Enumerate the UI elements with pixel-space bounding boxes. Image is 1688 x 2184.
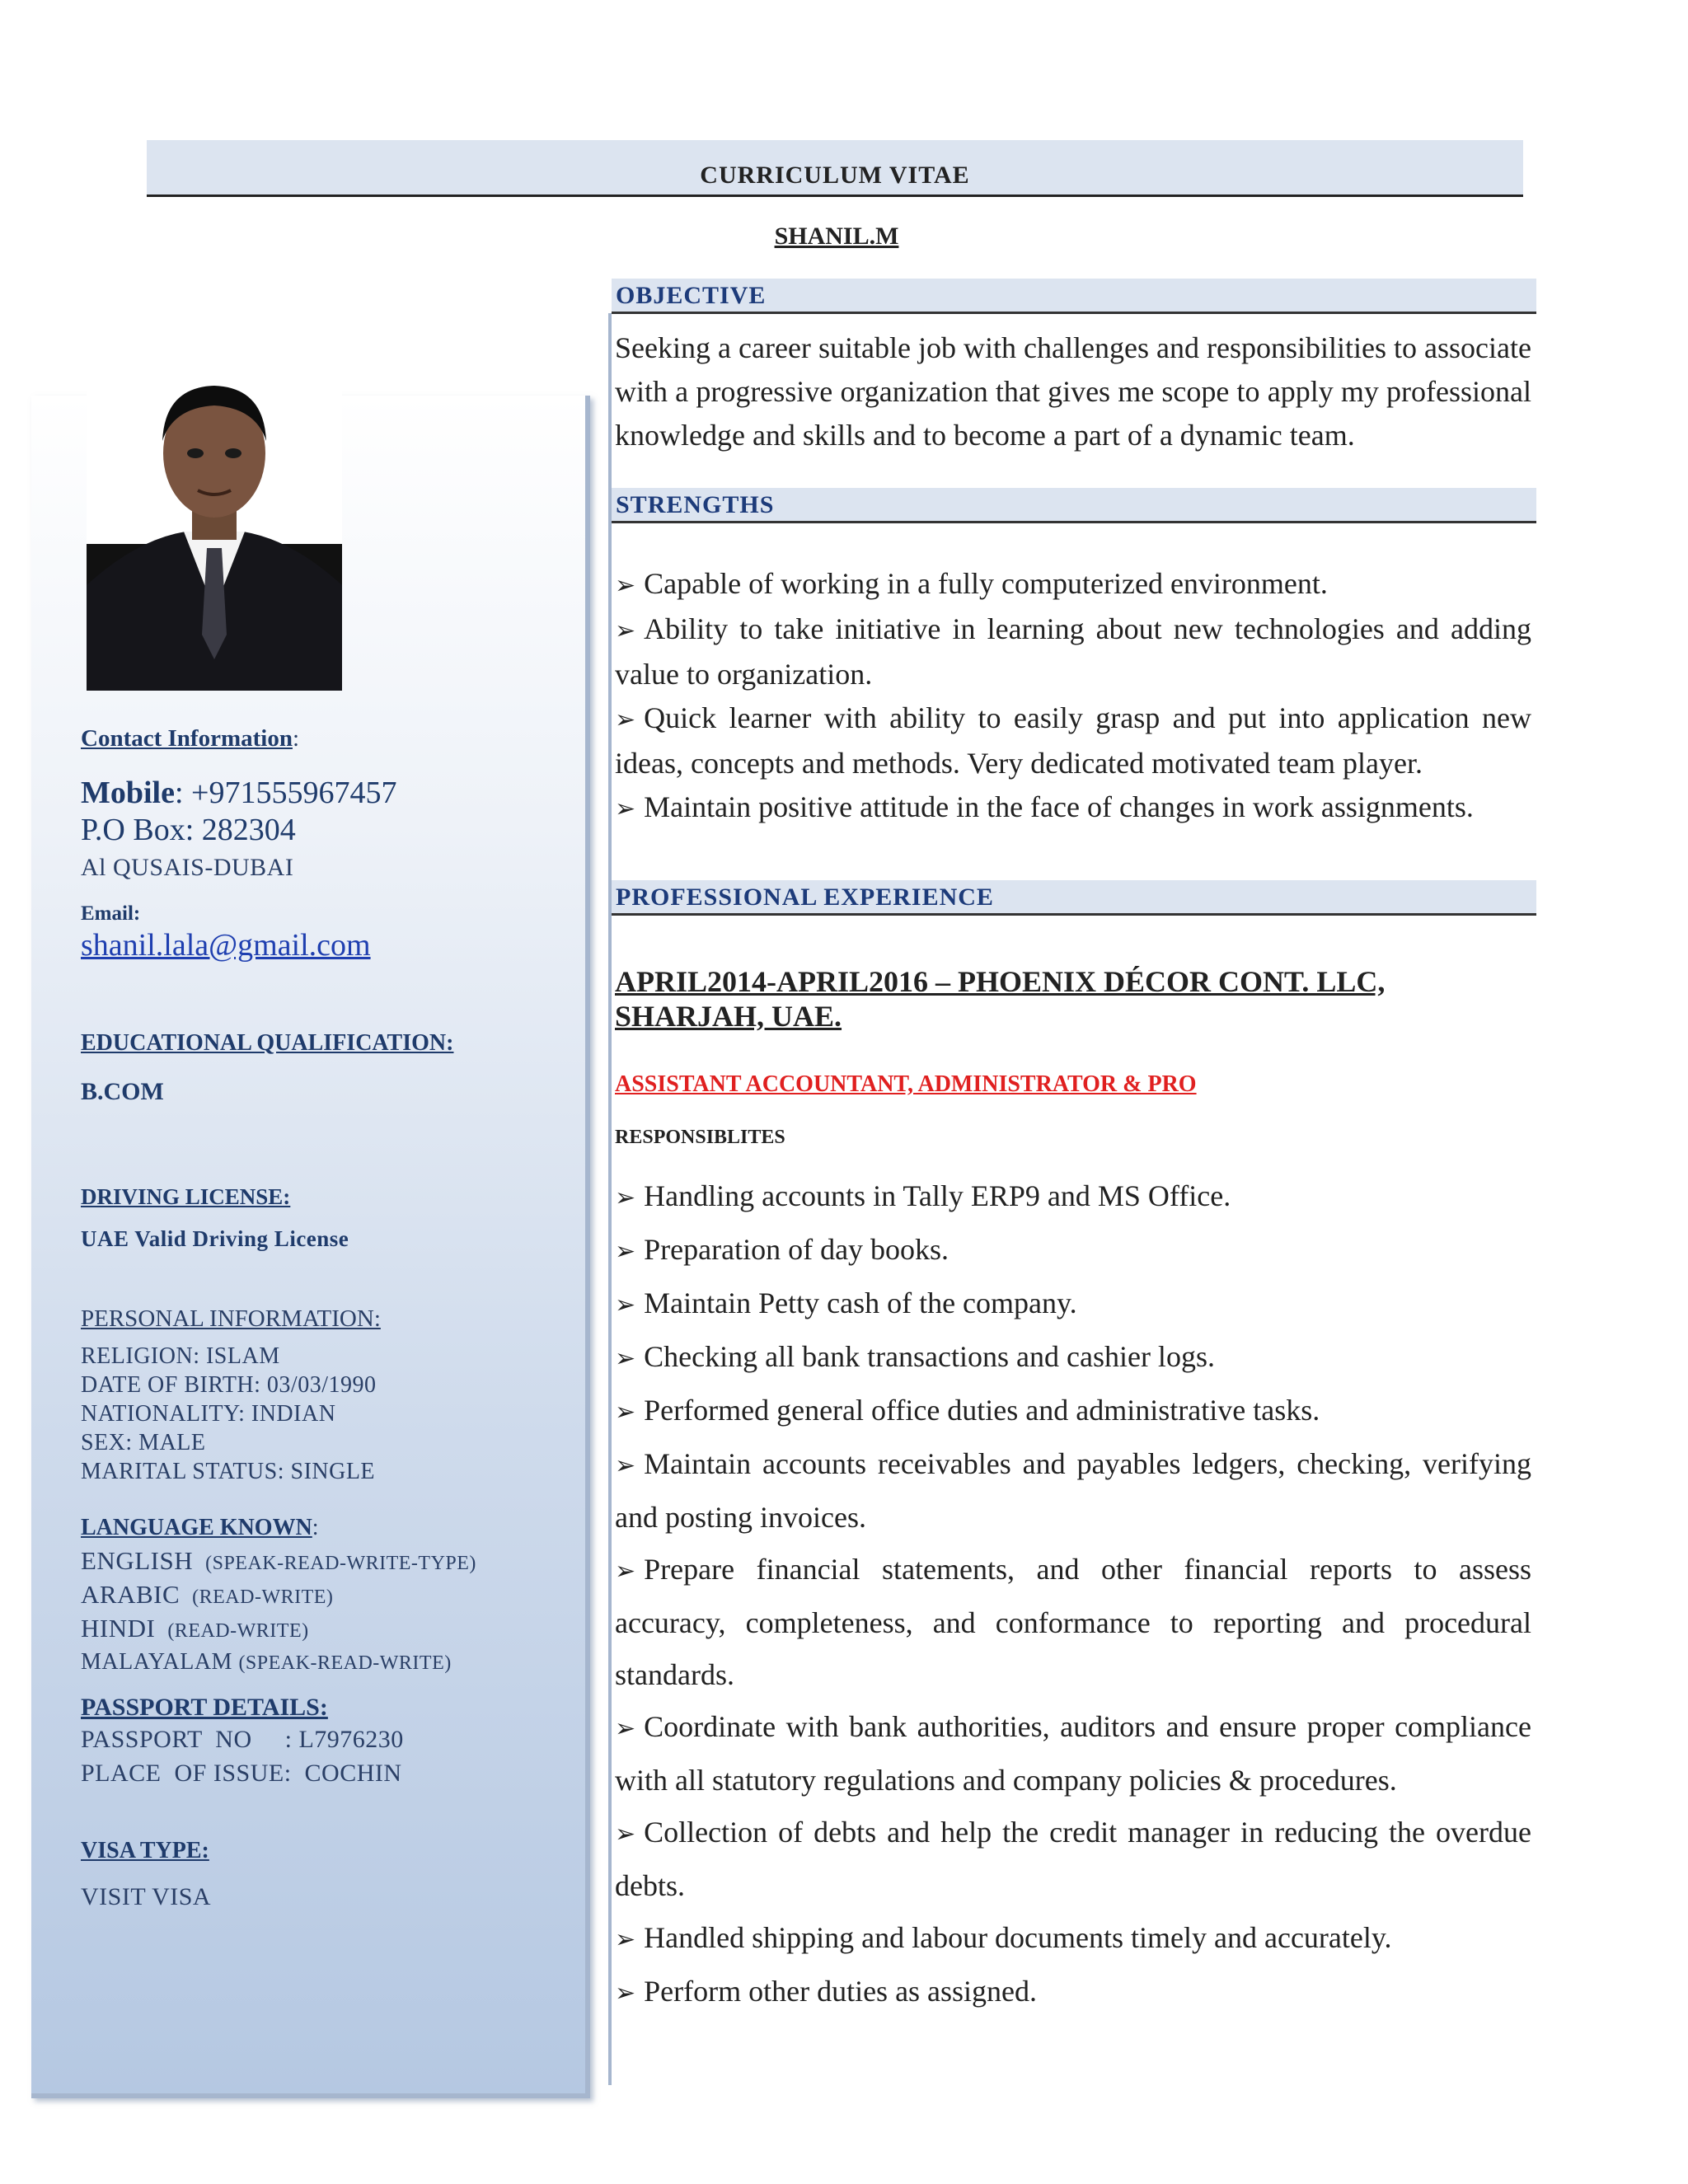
arrow-bullet-icon: ➢ [615,1183,636,1212]
responsibility-item: ➢ Collection of debts and help the credit manager in reducing the overdue debts. [615,1816,1531,1902]
contact-heading: Contact Information: [81,725,300,752]
po-box: P.O Box: 282304 [81,813,296,847]
strengths-list [615,562,1531,831]
responsibility-item: ➢ Maintain Petty cash of the company. [615,1286,1077,1319]
experience-heading: PROFESSIONAL EXPERIENCE [616,883,994,911]
personal-item: MARITAL STATUS: SINGLE [81,1459,376,1484]
profile-photo-graphic [87,363,342,691]
visa-heading: VISA TYPE: [81,1838,209,1863]
language-item: ARABIC (READ-WRITE) [81,1580,334,1609]
arrow-bullet-icon: ➢ [615,1398,636,1427]
education-heading: EDUCATIONAL QUALIFICATION: [81,1030,454,1056]
strengths-heading: STRENGTHS [616,491,775,518]
responsibility-item: ➢ Maintain accounts receivables and payables ledgers, checking, verifying and posting invoices. [615,1447,1531,1534]
education-value: B.COM [81,1078,164,1105]
personal-item: SEX: MALE [81,1430,206,1455]
responsibility-item: ➢ Handled shipping and labour documents timely and accurately. [615,1921,1392,1954]
personal-info-list [81,1342,377,1486]
strength-item: ➢ Ability to take initiative in learning about new technologies and adding value to organization. [615,612,1531,691]
license-value: UAE Valid Driving License [81,1226,349,1251]
document-title: CURRICULUM VITAE [700,162,970,189]
arrow-bullet-icon: ➢ [615,1557,636,1586]
arrow-bullet-icon: ➢ [615,1979,636,2008]
language-item: MALAYALAM (SPEAK-READ-WRITE) [81,1649,452,1675]
passport-heading: PASSPORT DETAILS: [81,1694,328,1721]
arrow-bullet-icon: ➢ [615,1291,636,1319]
personal-item: DATE OF BIRTH: 03/03/1990 [81,1372,377,1398]
arrow-bullet-icon: ➢ [615,1820,636,1849]
arrow-bullet-icon: ➢ [615,794,636,823]
title-banner [147,140,1523,197]
strength-item: ➢ Quick learner with ability to easily grasp and put into application new ideas, concepts and methods. Very dedicated motivated team player. [615,701,1531,780]
responsibilities-list [615,1170,1531,2019]
language-item: ENGLISH (SPEAK-READ-WRITE-TYPE) [81,1546,476,1575]
arrow-bullet-icon: ➢ [615,1451,636,1480]
profile-photo [87,363,342,691]
arrow-bullet-icon: ➢ [615,1925,636,1954]
visa-value: VISIT VISA [81,1883,212,1910]
strengths-heading-bar [612,488,1536,523]
job-role: ASSISTANT ACCOUNTANT, ADMINISTRATOR & PRO [615,1071,1197,1097]
arrow-bullet-icon: ➢ [615,1714,636,1743]
arrow-bullet-icon: ➢ [615,1237,636,1266]
responsibility-item: ➢ Preparation of day books. [615,1233,950,1266]
experience-heading-bar [612,880,1536,916]
responsibility-item: ➢ Prepare financial statements, and other financial reports to assess accuracy, completeness, and conformance to reporting and procedural standards. [615,1553,1531,1691]
arrow-bullet-icon: ➢ [615,571,636,600]
candidate-name: SHANIL.M [774,223,899,250]
personal-item: NATIONALITY: INDIAN [81,1401,336,1427]
strength-item: ➢ Capable of working in a fully computerized environment. [615,567,1328,600]
responsibility-item: ➢ Handling accounts in Tally ERP9 and MS Office. [615,1179,1231,1212]
license-heading: DRIVING LICENSE: [81,1184,291,1209]
language-item: HINDI (READ-WRITE) [81,1614,309,1643]
passport-place: PLACE OF ISSUE: COCHIN [81,1760,402,1787]
arrow-bullet-icon: ➢ [615,1344,636,1373]
responsibility-item: ➢ Coordinate with bank authorities, auditors and ensure proper compliance with all statutory regulations and company policies & procedures. [615,1710,1531,1797]
objective-text: Seeking a career suitable job with challenges and responsibilities to associate with a progressive organization that gives me scope to apply my professional knowledge and skills and to become a part of a dynamic team. [615,331,1531,452]
personal-item: RELIGION: ISLAM [81,1343,280,1369]
language-list [81,1545,476,1679]
mobile-line: Mobile: +971555967457 [81,776,397,810]
personal-heading: PERSONAL INFORMATION: [81,1305,381,1332]
responsibility-item: ➢ Checking all bank transactions and cashier logs. [615,1340,1215,1373]
arrow-bullet-icon: ➢ [615,616,636,645]
email-link[interactable]: shanil.lala@gmail.com [81,928,371,963]
language-heading: LANGUAGE KNOWN: [81,1515,319,1540]
column-divider [608,313,612,2085]
address: Al QUSAIS-DUBAI [81,854,294,881]
passport-number: PASSPORT NO : L7976230 [81,1726,404,1753]
responsibilities-heading: RESPONSIBLITES [615,1127,785,1148]
email-label: Email: [81,902,141,925]
arrow-bullet-icon: ➢ [615,705,636,734]
responsibility-item: ➢ Perform other duties as assigned. [615,1975,1038,2008]
responsibility-item: ➢ Performed general office duties and administrative tasks. [615,1394,1320,1427]
objective-heading: OBJECTIVE [616,282,767,309]
strength-item: ➢ Maintain positive attitude in the face of changes in work assignments. [615,790,1474,823]
objective-heading-bar [612,279,1536,314]
job-title: APRIL2014-APRIL2016 – PHOENIX DÉCOR CONT. LLC, SHARJAH, UAE. [615,965,1386,1033]
